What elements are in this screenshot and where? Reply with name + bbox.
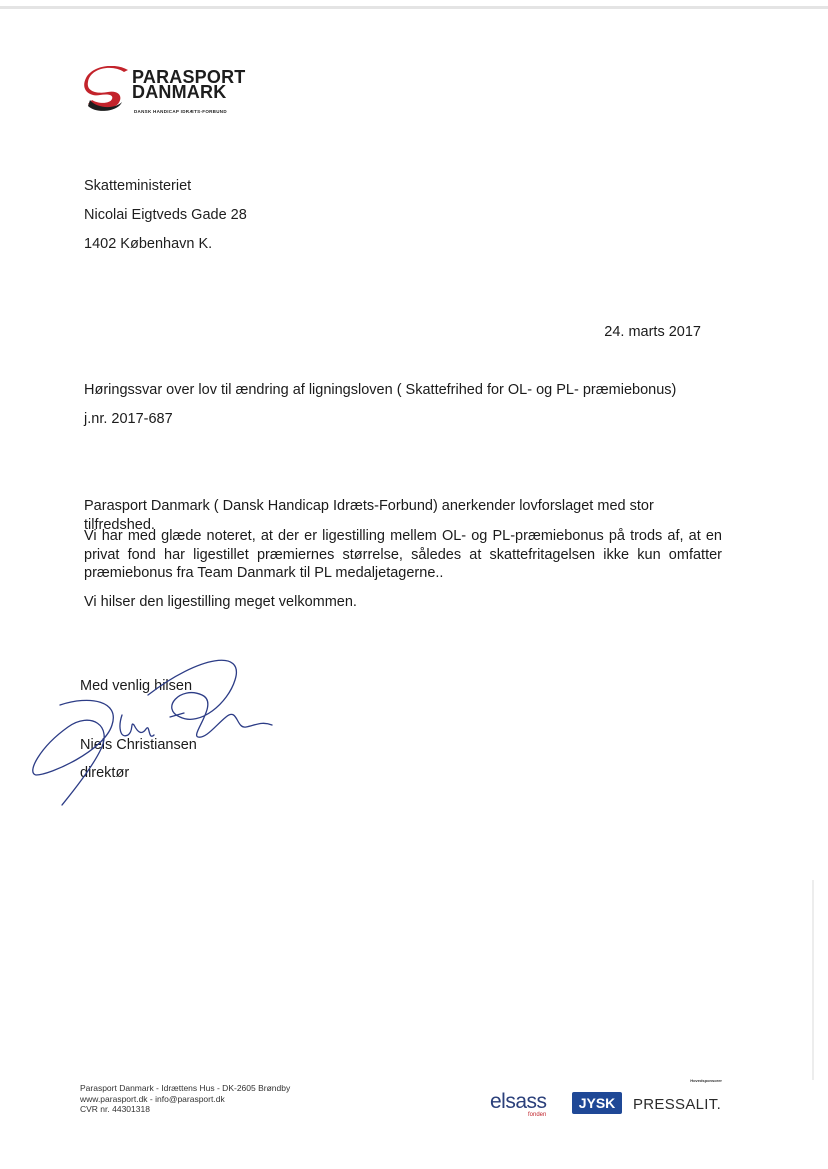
logo-tagline: DANSK HANDICAP IDRÆTS-FORBUND [134, 109, 227, 114]
letter-date: 24. marts 2017 [604, 324, 701, 340]
jysk-logo: JYSK [572, 1092, 622, 1114]
signatory-title: direktør [80, 765, 130, 781]
page-top-edge [0, 6, 828, 9]
parasport-emblem-icon [84, 66, 130, 114]
sponsor-heading: Hovedsponsorer [690, 1078, 722, 1083]
body-paragraph-3: Vi hilser den ligestilling meget velkommen. [84, 594, 357, 610]
footer-address: Parasport Danmark - Idrættens Hus - DK-2605 Brøndby [80, 1083, 291, 1093]
closing-greeting: Med venlig hilsen [80, 678, 193, 694]
footer-cvr: CVR nr. 44301318 [80, 1104, 150, 1114]
letter-footer [80, 1083, 290, 1115]
letter-subject: Høringssvar over lov til ændring af ligningsloven ( Skattefrihed for OL- og PL- præmiebonus) [84, 382, 677, 398]
body-paragraph-2: Vi har med glæde noteret, at der er ligestilling mellem OL- og PL-præmiebonus på trods af, at en privat fond har ligestillet præmiernes størrelse, således at skattefritagelsen ikke kun omfatter præmiebonus fra Team Danmark til PL medaljetagerne.. [84, 528, 722, 581]
elsass-logo-sub: fonden [528, 1112, 547, 1118]
logo-wordmark-line2: DANMARK [132, 82, 227, 102]
logo-wordmark-line1: PARASPORT [132, 67, 246, 87]
parasport-logo [84, 66, 254, 118]
footer-contact: www.parasport.dk - info@parasport.dk [80, 1093, 225, 1104]
recipient-city: 1402 København K. [84, 236, 213, 252]
handwritten-signature [30, 655, 280, 815]
recipient-street: Nicolai Eigtveds Gade 28 [84, 207, 247, 223]
signatory-name: Niels Christiansen [80, 737, 197, 753]
body-paragraph-1: Parasport Danmark ( Dansk Handicap Idræts-Forbund) anerkender lovforslaget med stor tilfredshed. [84, 498, 654, 533]
journal-number: j.nr. 2017-687 [84, 411, 173, 427]
elsass-logo: elsass [490, 1090, 547, 1113]
recipient-name: Skatteministeriet [84, 178, 192, 194]
pressalit-logo: PRESSALIT. [633, 1096, 722, 1113]
sponsor-logos [488, 1078, 728, 1118]
scan-edge-shadow [812, 880, 814, 1080]
